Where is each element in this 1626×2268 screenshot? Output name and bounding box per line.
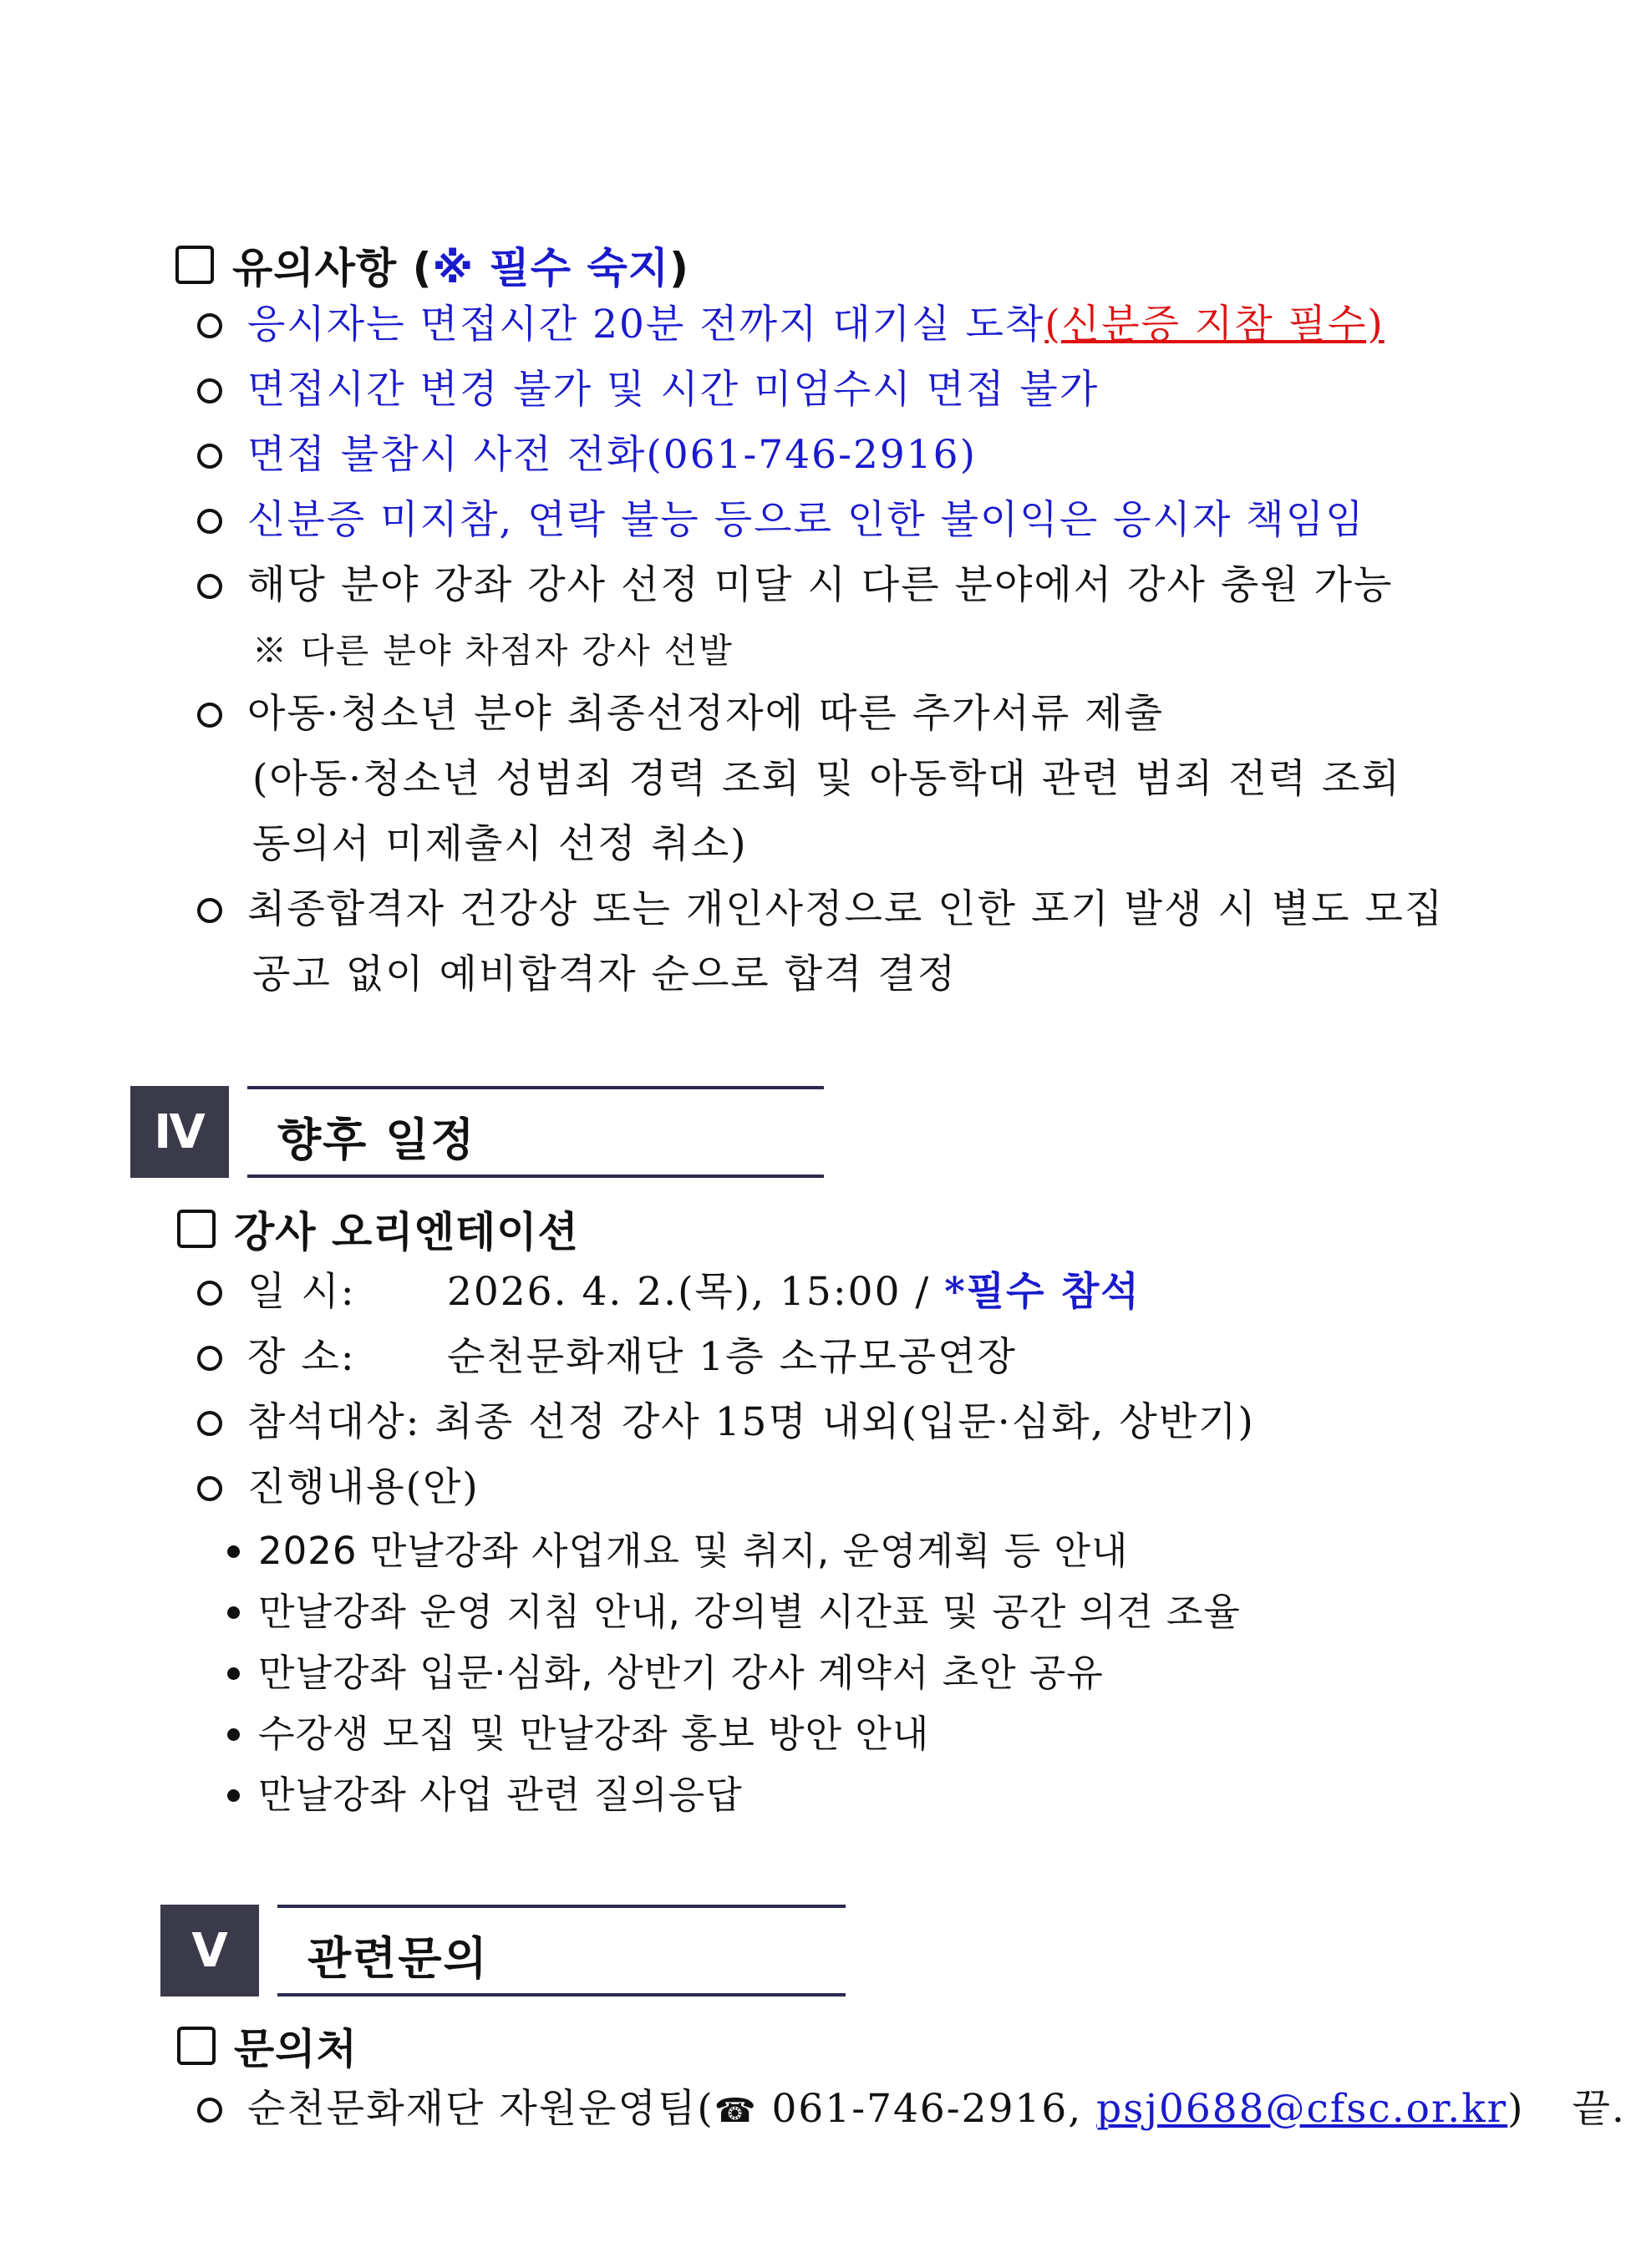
notes-heading-emphasis: ※ 필수 숙지 (432, 244, 670, 292)
notes-item-5-note: ※ 다른 분야 차점자 강사 선발 (252, 631, 734, 671)
dot-bullet-icon (227, 1789, 240, 1802)
contact-heading-title: 문의처 (234, 2025, 358, 2073)
chapter-4-header (130, 1086, 832, 1183)
notes-item-4-text: 신분증 미지참, 연락 불능 등으로 인한 불이익은 응시자 책임임 (247, 497, 1365, 543)
chapter-4-bottom-rule (247, 1175, 824, 1178)
orientation-date-label: 일 시: (247, 1269, 356, 1315)
orientation-item-agenda (197, 1455, 480, 1520)
agenda-bullet-5-text: 만날강좌 사업 관련 질의응답 (258, 1773, 743, 1817)
orientation-place-value: 순천문화재단 1층 소규모공연장 (446, 1334, 1017, 1380)
notes-item-1-text: 응시자는 면접시간 20분 전까지 대기실 도착 (247, 302, 1045, 348)
end-mark: 끝. (1572, 2086, 1626, 2132)
ring-bullet-icon (197, 378, 222, 403)
orientation-attendees-label: 참석대상: (247, 1399, 421, 1445)
notes-item-7-cont-1: 공고 없이 예비합격자 순으로 합격 결정 (252, 951, 958, 997)
notes-heading-paren-close: ) (669, 244, 689, 292)
ring-bullet-icon (197, 2098, 222, 2123)
dot-bullet-icon (227, 1667, 240, 1680)
checkbox-icon (177, 1210, 216, 1248)
ring-bullet-icon (197, 574, 222, 599)
orientation-heading-title: 강사 오리엔테이션 (234, 1208, 579, 1256)
ring-bullet-icon (197, 313, 222, 338)
contact-heading (177, 2016, 358, 2076)
notes-item-3 (197, 423, 977, 488)
chapter-4-numeral: Ⅳ (130, 1086, 229, 1178)
chapter-4-title: 향후 일정 (277, 1114, 476, 1166)
orientation-item-date (197, 1260, 1141, 1325)
orientation-date-emphasis: *필수 참석 (944, 1269, 1141, 1315)
phone-icon: ☎ (714, 2092, 758, 2130)
agenda-bullet-2-text: 만날강좌 운영 지침 안내, 강의별 시간표 및 공간 의견 조율 (258, 1590, 1241, 1634)
contact-item (197, 2077, 1626, 2144)
agenda-bullet-1-text: 2026 만날강좌 사업개요 및 취지, 운영계획 등 안내 (258, 1529, 1129, 1573)
notes-heading (175, 235, 689, 295)
ring-bullet-icon (197, 1476, 222, 1501)
notes-item-6-cont-1: (아동·청소년 성범죄 경력 조회 및 아동학대 관련 범죄 전력 조회 (252, 756, 1401, 802)
notes-item-7 (197, 877, 1444, 942)
notes-item-5-text: 해당 분야 강좌 강사 선정 미달 시 다른 분야에서 강사 충원 가능 (247, 562, 1394, 608)
notes-item-6-cont-2: 동의서 미제출시 선정 취소) (252, 821, 748, 867)
notes-heading-title: 유의사항 (232, 244, 398, 292)
agenda-bullet-2 (227, 1583, 1241, 1641)
orientation-date-value: 2026. 4. 2.(목), 15:00 / (446, 1269, 931, 1315)
orientation-heading (177, 1199, 579, 1259)
agenda-bullet-3-text: 만날강좌 입문·심화, 상반기 강사 계약서 초안 공유 (258, 1651, 1104, 1695)
chapter-5-numeral: Ⅴ (160, 1905, 259, 1997)
checkbox-icon (177, 2027, 216, 2065)
ring-bullet-icon (197, 1411, 222, 1436)
ring-bullet-icon (197, 1281, 222, 1306)
orientation-place-label: 장 소: (247, 1334, 356, 1380)
dot-bullet-icon (227, 1728, 240, 1741)
agenda-bullet-4-text: 수강생 모집 및 만날강좌 홍보 방안 안내 (258, 1712, 930, 1756)
notes-item-1 (197, 292, 1385, 358)
contact-email-link[interactable]: psj0688@cfsc.or.kr (1096, 2086, 1508, 2132)
notes-item-4 (197, 488, 1365, 553)
orientation-item-attendees (197, 1390, 1255, 1455)
chapter-5-top-rule (277, 1905, 846, 1908)
agenda-bullet-4 (227, 1705, 929, 1763)
notes-item-3-text: 면접 불참시 사전 전화(061-746-2916) (247, 432, 977, 478)
chapter-5-title: 관련문의 (307, 1932, 489, 1985)
orientation-attendees-value: 최종 선정 강사 15명 내외(입문·심화, 상반기) (434, 1399, 1255, 1445)
ring-bullet-icon (197, 509, 222, 534)
chapter-5-bottom-rule (277, 1993, 846, 1997)
checkbox-icon (175, 246, 214, 284)
contact-prefix: 순천문화재단 자원운영팀( (247, 2086, 714, 2132)
contact-phone: 061-746-2916, (771, 2086, 1083, 2132)
ring-bullet-icon (197, 1346, 222, 1371)
orientation-agenda-label: 진행내용(안) (247, 1464, 480, 1510)
dot-bullet-icon (227, 1545, 240, 1558)
notes-item-5 (197, 553, 1393, 618)
notes-item-2 (197, 358, 1099, 423)
notes-item-6-text: 아동·청소년 분야 최종선정자에 따른 추가서류 제출 (247, 691, 1165, 737)
notes-item-6 (197, 682, 1164, 747)
ring-bullet-icon (197, 898, 222, 923)
ring-bullet-icon (197, 703, 222, 728)
notes-item-1-red: (신분증 지참 필수) (1044, 302, 1385, 348)
chapter-5-header (160, 1905, 854, 2002)
chapter-4-top-rule (247, 1086, 824, 1089)
agenda-bullet-1 (227, 1522, 1128, 1580)
notes-heading-paren-open: ( (412, 244, 433, 292)
dot-bullet-icon (227, 1606, 240, 1619)
notes-item-7-text: 최종합격자 건강상 또는 개인사정으로 인한 포기 발생 시 별도 모집 (247, 886, 1445, 932)
agenda-bullet-3 (227, 1644, 1104, 1702)
notes-item-2-text: 면접시간 변경 불가 및 시간 미엄수시 면접 불가 (247, 367, 1100, 413)
contact-suffix: ) (1507, 2086, 1525, 2132)
orientation-item-place (197, 1325, 1017, 1390)
ring-bullet-icon (197, 444, 222, 469)
agenda-bullet-5 (227, 1766, 743, 1824)
